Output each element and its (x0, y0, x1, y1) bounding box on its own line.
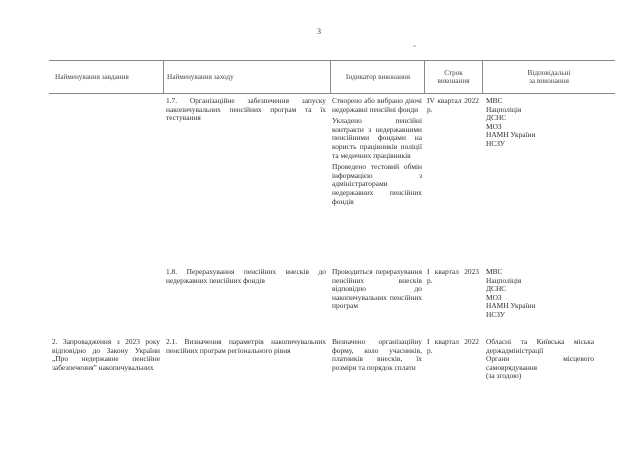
task-2: 2. Запровадження з 2023 року відповідно до Закону України „Про недержавне пенсійне забезпечення” накопичувальних (52, 337, 160, 372)
indicator-item: Проводиться перерахування пенсійних внесків відповідно до накопичувальних пенсійних програм (332, 267, 422, 311)
responsible-item: Органи місцевого самоврядування (486, 354, 594, 372)
responsible-item: (за згодою) (486, 371, 522, 381)
responsible-item: МОЗ (486, 121, 502, 131)
indicator-item: Визначено організаційну форму, коло учасників, платників внесків, їх розміри та порядок сплати (332, 337, 422, 372)
deadline-1-8: I квартал 2023 р. (427, 267, 479, 285)
responsible-item: МВС (486, 96, 503, 105)
indicators-1-7 (332, 97, 422, 209)
responsible-item: НАМН України (486, 130, 536, 140)
responsible-item: Нацполіція (486, 275, 522, 285)
scan-speck (413, 45, 416, 47)
responsible-item: Обласні та Київська міська держадміністрації (486, 337, 594, 355)
header-deadline-line1: Строк (444, 68, 463, 77)
deadline-1-7: IV квартал 2022 р. (427, 96, 479, 114)
header-measure: Найменування заходу (167, 72, 234, 81)
responsible-1-7 (486, 97, 614, 149)
responsible-item: МВС (486, 267, 503, 276)
indicators-1-8 (332, 268, 422, 314)
measure-2-1: 2.1. Визначення параметрів накопичувальних пенсійних програм регіонального рівня (166, 337, 326, 355)
header-responsible-line2: за виконання (529, 77, 569, 85)
header-deadline-line2: виконання (437, 77, 470, 85)
responsible-item: НСЗУ (486, 309, 506, 319)
responsible-item: МОЗ (486, 292, 502, 302)
indicators-2-1 (332, 338, 422, 375)
header-indicator: Індикатор виконання (345, 72, 411, 81)
header-responsible-line1: Відповідальні (527, 68, 571, 77)
responsible-2-1 (486, 338, 594, 381)
indicator-item: Проведено тестовий обмін інформацією з адміністраторами недержавних пенсійних фондів (332, 162, 422, 206)
table-header (49, 60, 615, 94)
header-task: Найменування завдання (55, 72, 129, 81)
responsible-item: ДСНС (486, 113, 507, 123)
column-divider (163, 61, 164, 93)
header-deadline (425, 61, 482, 93)
page-number: 3 (317, 27, 321, 36)
measure-1-8: 1.8. Перерахування пенсійних внесків до недержавних пенсійних фондів (166, 267, 326, 285)
responsible-item: НСЗУ (486, 138, 506, 148)
responsible-item: Нацполіція (486, 104, 522, 114)
measure-1-7: 1.7. Організаційне забезпечення запуску накопичувальних пенсійних програм та їх тестування (166, 96, 326, 123)
indicator-item: Створено або вибрано діючі недержавні пенсійні фонди (332, 96, 422, 114)
header-responsible (483, 61, 615, 93)
responsible-1-8 (486, 268, 614, 320)
indicator-item: Укладено пенсійні контракти з недержавними пенсійними фондами на користь працівників поліції та медичних працівників (332, 116, 422, 160)
responsible-item: НАМН України (486, 301, 536, 311)
responsible-item: ДСНС (486, 284, 507, 294)
deadline-2-1: I квартал 2022 р. (427, 337, 479, 355)
